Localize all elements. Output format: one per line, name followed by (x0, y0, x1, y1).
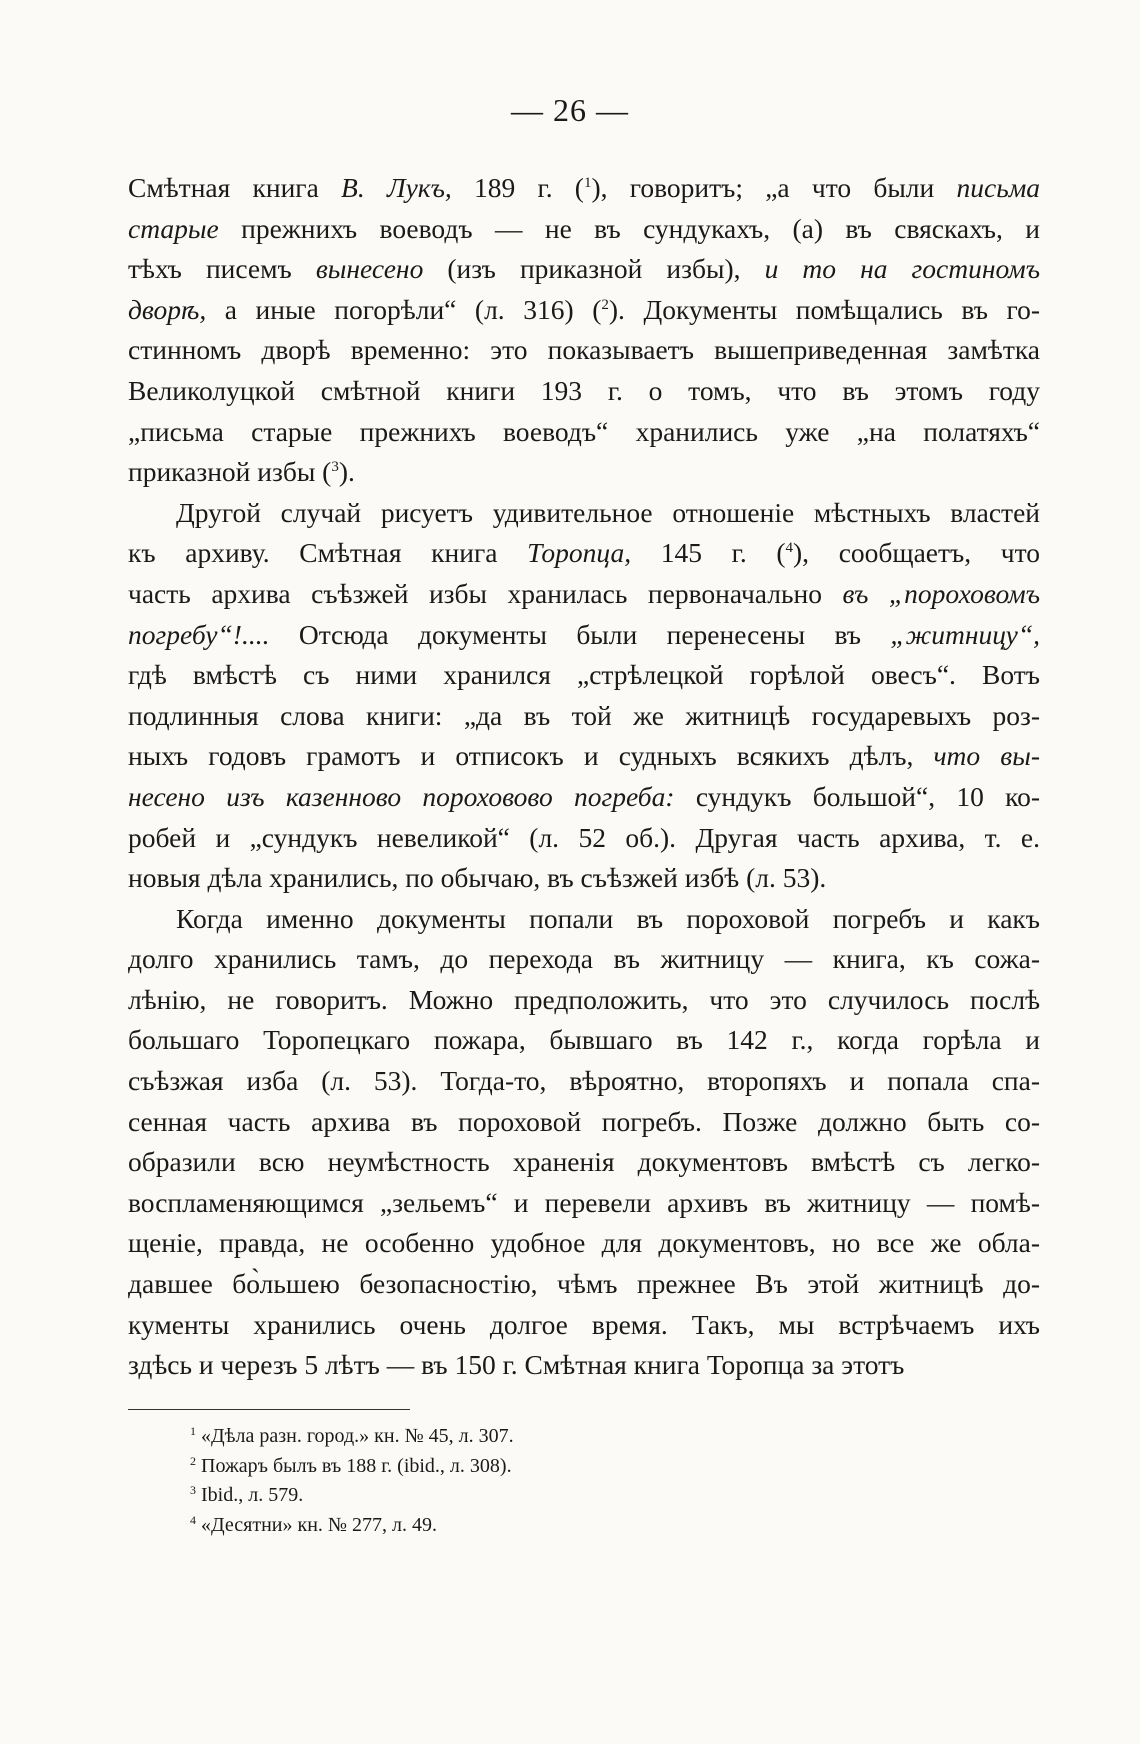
text-run: Другой случай рисуетъ удивительное отношеніе мѣстныхъ властей (176, 496, 1040, 528)
text-run: тѣхъ писемъ (128, 253, 316, 285)
text-run: сенная часть архива въ пороховой погребъ. Позже должно быть со- (128, 1105, 1040, 1137)
text-run: стинномъ дворѣ временно: это показываетъ вышеприведенная замѣтка (128, 334, 1040, 366)
text-run: щеніе, правда, не особенно удобное для документовъ, но все же обла- (128, 1227, 1040, 1259)
text-run: «Десятни» кн. № 277, л. 49. (196, 1513, 437, 1536)
text-run: Смѣтная книга (128, 172, 342, 203)
text-line (128, 736, 1040, 777)
text-run: гдѣ вмѣстѣ съ ними хранился „стрѣлецкой горѣлой овесъ“. Вотъ (128, 659, 1040, 691)
text-run: Ibid., л. 579. (196, 1484, 304, 1506)
italic-run: что вы- (933, 740, 1041, 772)
italic-run: погребу“!.... (128, 618, 270, 650)
text-line (128, 1183, 1040, 1224)
text-run: ), говоритъ; „а что были (591, 172, 957, 203)
footnote (190, 1511, 890, 1541)
text-line (128, 899, 1040, 940)
text-run: къ архиву. Смѣтная книга (128, 537, 528, 569)
italic-run: В. Лукъ, (341, 172, 452, 203)
footnote-separator (128, 1409, 410, 1410)
text-run: ныхъ годовъ грамотъ и отписокъ и судныхъ всякихъ дѣлъ, (128, 740, 934, 772)
text-run: воспламеняющимся „зельемъ“ и перевели архивъ въ житницу — помѣ- (128, 1186, 1040, 1218)
text-line (128, 412, 1040, 453)
text-run: ), сообщаетъ, что (793, 537, 1040, 569)
footnote (190, 1422, 890, 1452)
italic-run: „житницу“, (890, 618, 1040, 650)
italic-run: вынесено (315, 253, 424, 285)
text-line (128, 452, 1040, 493)
text-run: 189 г. ( (451, 172, 584, 203)
text-line (128, 655, 1040, 696)
text-run: давшее бо̀льшею безопасностію, чѣмъ прежнее Въ этой житницѣ до- (128, 1268, 1040, 1300)
italic-run: старые (128, 212, 219, 244)
footnote-ref: 2 (601, 296, 609, 313)
text-run: „письма старые прежнихъ воеводъ“ хранились уже „на полатяхъ“ (128, 415, 1040, 447)
italic-run: письма (956, 172, 1041, 203)
text-line (128, 1264, 1040, 1305)
italic-run: Торопца, (527, 537, 632, 569)
text-line (128, 168, 1040, 209)
footnote-ref: 2 (190, 1453, 196, 1468)
text-run: кументы хранились очень долгое время. Такъ, мы встрѣчаемъ ихъ (128, 1308, 1040, 1340)
text-run: «Дѣла разн. город.» кн. № 45, л. 307. (196, 1425, 514, 1447)
text-run: большаго Торопецкаго пожара, бывшаго въ 142 г., когда горѣла и (128, 1024, 1040, 1056)
text-line (128, 696, 1040, 737)
text-run: а иные погорѣли“ (л. 316) ( (206, 293, 602, 325)
text-line (128, 1142, 1040, 1183)
text-run: лѣнію, не говоритъ. Можно предположить, что это случилось послѣ (128, 983, 1040, 1015)
footnote-ref: 3 (331, 459, 339, 476)
text-line (128, 574, 1040, 615)
text-run: ). (338, 456, 355, 488)
text-line (128, 249, 1040, 290)
text-line (128, 371, 1040, 412)
text-line (128, 939, 1040, 980)
text-line (128, 615, 1040, 656)
text-line (128, 533, 1040, 574)
text-line (128, 858, 1040, 899)
text-line (128, 493, 1040, 534)
body-text (128, 168, 1040, 1386)
text-run: Когда именно документы попали въ пороховой погребъ и какъ (176, 902, 1040, 934)
text-line (128, 777, 1040, 818)
text-run: приказной избы ( (128, 456, 332, 488)
footnotes (190, 1422, 890, 1540)
text-run: долго хранились тамъ, до перехода въ житницу — книга, къ сожа- (128, 943, 1040, 975)
text-line (128, 290, 1040, 331)
text-line (128, 1305, 1040, 1346)
text-line (128, 1345, 1040, 1386)
footnote (190, 1481, 890, 1511)
italic-run: несено изъ казенново пороховово погреба: (128, 780, 675, 812)
footnote-ref: 4 (190, 1512, 196, 1527)
footnote-ref: 3 (190, 1483, 196, 1497)
text-line (128, 209, 1040, 250)
text-run: ). Документы помѣщались въ го- (608, 293, 1040, 325)
text-line (128, 980, 1040, 1021)
text-run: Пожаръ былъ въ 188 г. (ibid., л. 308). (196, 1454, 512, 1477)
italic-run: и то на гостиномъ (764, 253, 1040, 285)
text-run: здѣсь и черезъ 5 лѣтъ — въ 150 г. Смѣтная книга Торопца за этотъ (128, 1349, 905, 1381)
footnote-ref: 4 (785, 540, 794, 557)
footnote (190, 1452, 890, 1482)
italic-run: дворѣ, (128, 293, 207, 325)
text-run: (изъ приказной избы), (423, 253, 765, 285)
text-run: часть архива съѣзжей избы хранилась первоначально (128, 577, 843, 609)
text-run: сундукъ большой“, 10 ко- (674, 780, 1040, 812)
text-line (128, 330, 1040, 371)
text-line (128, 1061, 1040, 1102)
text-run: Великолуцкой смѣтной книги 193 г. о томъ, что въ этомъ году (128, 374, 1040, 406)
text-run: робей и „сундукъ невеликой“ (л. 52 об.). Другая часть архива, т. е. (128, 821, 1040, 853)
text-line (128, 1102, 1040, 1143)
text-run: Отсюда документы были перенесены въ (269, 618, 891, 650)
text-line (128, 1223, 1040, 1264)
page-number: — 26 — (511, 92, 629, 128)
italic-run: въ „пороховомъ (842, 577, 1041, 609)
footnote-ref: 1 (190, 1424, 196, 1438)
text-run: съѣзжая изба (л. 53). Тогда-то, вѣроятно, второпяхъ и попала спа- (128, 1065, 1040, 1097)
text-line (128, 818, 1040, 859)
text-run: 145 г. ( (631, 537, 786, 569)
text-run: образили всю неумѣстность храненія документовъ вмѣстѣ съ легко- (128, 1146, 1040, 1178)
footnote-ref: 1 (583, 175, 592, 191)
text-run: прежнихъ воеводъ — не въ сундукахъ, (а) въ свяскахъ, и (218, 212, 1040, 244)
text-run: новыя дѣла хранились, по обычаю, въ съѣзжей избѣ (л. 53). (128, 862, 827, 894)
text-line (128, 1020, 1040, 1061)
text-run: подлинныя слова книги: „да въ той же житницѣ государевыхъ роз- (128, 699, 1040, 731)
